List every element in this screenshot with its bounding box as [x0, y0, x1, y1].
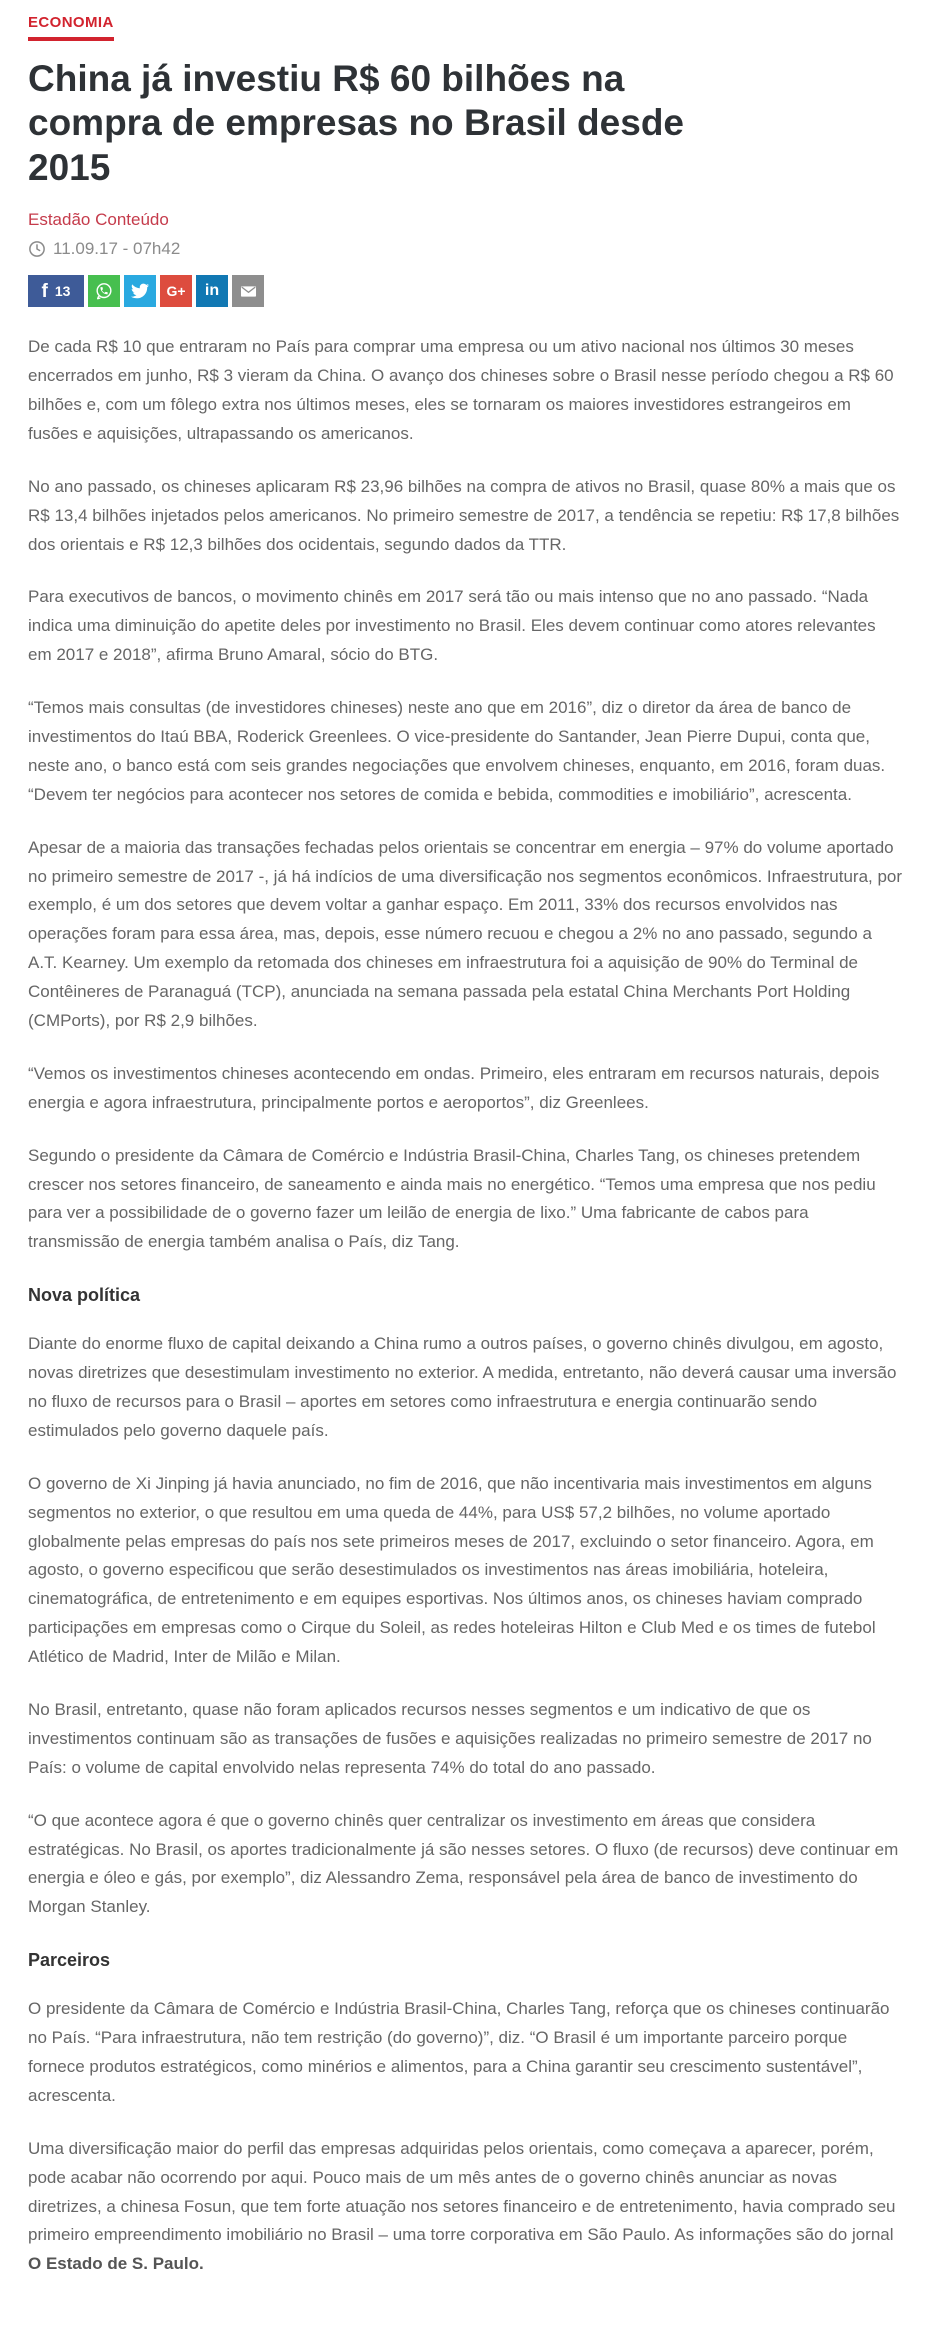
article-body	[28, 333, 903, 2279]
share-email-button[interactable]	[232, 275, 264, 307]
paragraph: No Brasil, entretanto, quase não foram aplicados recursos nesses segmentos e um indicativo de que os investimentos continuam são as transações de fusões e aquisições realizadas no primeiro semestre de 2017 no País: o volume de capital envolvido nelas representa 74% do total do ano passado.	[28, 1700, 872, 1777]
section-heading-parceiros: Parceiros	[28, 1950, 111, 1971]
source-name: O Estado de S. Paulo.	[28, 2254, 204, 2274]
share-whatsapp-button[interactable]	[88, 275, 120, 307]
paragraph: De cada R$ 10 que entraram no País para comprar uma empresa ou um ativo nacional nos últimos 30 meses encerrados em junho, R$ 3 vieram da China. O avanço dos chineses sobre o Brasil nesse período chegou a R$ 60 bilhões e, com um fôlego extra nos últimos meses, eles se tornaram os maiores investidores estrangeiros em fusões e aquisições, ultrapassando os americanos.	[28, 337, 894, 443]
clock-icon	[28, 240, 46, 258]
paragraph: “O que acontece agora é que o governo chinês quer centralizar os investimento em áreas que considera estratégicas. No Brasil, os aportes tradicionalmente já são nesses setores. O fluxo (de recursos) deve continuar em energia e óleo e gás, por exemplo”, diz Alessandro Zema, responsável pela área de banco de investimento do Morgan Stanley.	[28, 1810, 899, 1917]
paragraph: Diante do enorme fluxo de capital deixando a China rumo a outros países, o governo chinês divulgou, em agosto, novas diretrizes que desestimulam investimento no exterior. A medida, entretanto, não deverá causar uma inversão no fluxo de recursos para o Brasil – aportes em setores como infraestrutura e energia continuarão sendo estimulados pelo governo daquele país.	[28, 1334, 897, 1440]
facebook-share-count: 13	[54, 283, 71, 300]
paragraph	[28, 2135, 903, 2279]
paragraph: O presidente da Câmara de Comércio e Indústria Brasil-China, Charles Tang, reforça que os chineses continuarão no País. “Para infraestrutura, não tem restrição (do governo)”, diz. “O Brasil é um importante parceiro porque fornece produtos estratégicos, como minérios e alimentos, para a China garantir seu crescimento sustentável”, acrescenta.	[28, 1999, 890, 2105]
twitter-icon	[131, 282, 149, 300]
author-link[interactable]: Estadão Conteúdo	[28, 210, 169, 230]
paragraph: “Vemos os investimentos chineses acontecendo em ondas. Primeiro, eles entraram em recursos naturais, depois energia e agora infraestrutura, principalmente portos e aeroportos”, diz Greenlees.	[28, 1063, 880, 1112]
paragraph: No ano passado, os chineses aplicaram R$ 23,96 bilhões na compra de ativos no Brasil, quase 80% a mais que os R$ 13,4 bilhões injetados pelos americanos. No primeiro semestre de 2017, a tendência se repetiu: R$ 17,8 bilhões dos orientais e R$ 12,3 bilhões dos ocidentais, segundo dados da TTR.	[28, 476, 900, 554]
page-title: China já investiu R$ 60 bilhões na compra de empresas no Brasil desde 2015	[28, 58, 684, 188]
section-heading-nova-politica: Nova política	[28, 1285, 141, 1306]
facebook-icon: f	[41, 280, 48, 302]
share-toolbar	[28, 275, 903, 307]
share-googleplus-button[interactable]	[160, 275, 192, 307]
category-link[interactable]: ECONOMIA	[28, 14, 114, 41]
paragraph: Para executivos de bancos, o movimento chinês em 2017 será tão ou mais intenso que no ano passado. “Nada indica uma diminuição do apetite deles por investimento no Brasil. Eles devem continuar como atores relevantes em 2017 e 2018”, afirma Bruno Amaral, sócio do BTG.	[28, 587, 876, 665]
publish-date: 11.09.17 - 07h42	[53, 239, 181, 259]
whatsapp-icon	[94, 281, 114, 301]
google-plus-icon: G+	[166, 283, 186, 300]
share-facebook-button[interactable]	[28, 275, 84, 307]
paragraph: Segundo o presidente da Câmara de Comércio e Indústria Brasil-China, Charles Tang, os chineses pretendem crescer nos setores financeiro, de saneamento e ainda mais no energético. “Temos uma empresa que nos pediu para ver a possibilidade de o governo fazer um leilão de energia de lixo.” Uma fabricante de cabos para transmissão de energia também analisa o País, diz Tang.	[28, 1145, 876, 1252]
envelope-icon	[239, 282, 258, 301]
share-twitter-button[interactable]	[124, 275, 156, 307]
paragraph: Apesar de a maioria das transações fechadas pelos orientais se concentrar em energia – 97% do volume aportado no primeiro semestre de 2017 -, já há indícios de uma diversificação nos segmentos econômicos. Infraestrutura, por exemplo, é um dos setores que devem voltar a ganhar espaço. Em 2011, 33% dos recursos envolvidos nas operações foram para essa área, mas, depois, esse número recuou e chegou a 2% no ano passado, segundo a A.T. Kearney. Um exemplo da retomada dos chineses em infraestrutura foi a aquisição de 90% do Terminal de Contêineres de Paranaguá (TCP), anunciada na semana passada pela estatal China Merchants Port Holding (CMPorts), por R$ 2,9 bilhões.	[28, 837, 903, 1030]
paragraph-text: Uma diversificação maior do perfil das empresas adquiridas pelos orientais, como começava a aparecer, porém, pode acabar não ocorrendo por aqui. Pouco mais de um mês antes de o governo chinês anunciar as novas diretrizes, a chinesa Fosun, que tem forte atuação nos setores financeiro e de entretenimento, havia comprado seu primeiro empreendimento imobiliário no Brasil – uma torre corporativa em São Paulo. As informações são do jornal	[28, 2138, 896, 2245]
linkedin-icon: in	[204, 282, 220, 300]
share-linkedin-button[interactable]	[196, 275, 228, 307]
paragraph: O governo de Xi Jinping já havia anunciado, no fim de 2016, que não incentivaria mais investimentos em alguns segmentos no exterior, o que resultou em uma queda de 44%, para US$ 57,2 bilhões, no volume aportado globalmente pelas empresas do país nos sete primeiros meses de 2017, excluindo o setor financeiro. Agora, em agosto, o governo especificou que serão desestimulados os investimentos nas áreas imobiliária, hoteleira, cinematográfica, de entretenimento e em equipes esportivas. Nos últimos anos, os chineses haviam comprado participações em empresas como o Cirque du Soleil, as redes hoteleiras Hilton e Club Med e os times de futebol Atlético de Madrid, Inter de Milão e Milan.	[28, 1473, 876, 1667]
dateline	[28, 239, 903, 259]
paragraph: “Temos mais consultas (de investidores chineses) neste ano que em 2016”, diz o diretor da área de banco de investimentos do Itaú BBA, Roderick Greenlees. O vice-presidente do Santander, Jean Pierre Dupui, conta que, neste ano, o banco está com seis grandes negociações que envolvem chineses, enquanto, em 2016, foram duas. “Devem ter negócios para acontecer nos setores de comida e bebida, commodities e imobiliário”, acrescenta.	[28, 698, 886, 804]
